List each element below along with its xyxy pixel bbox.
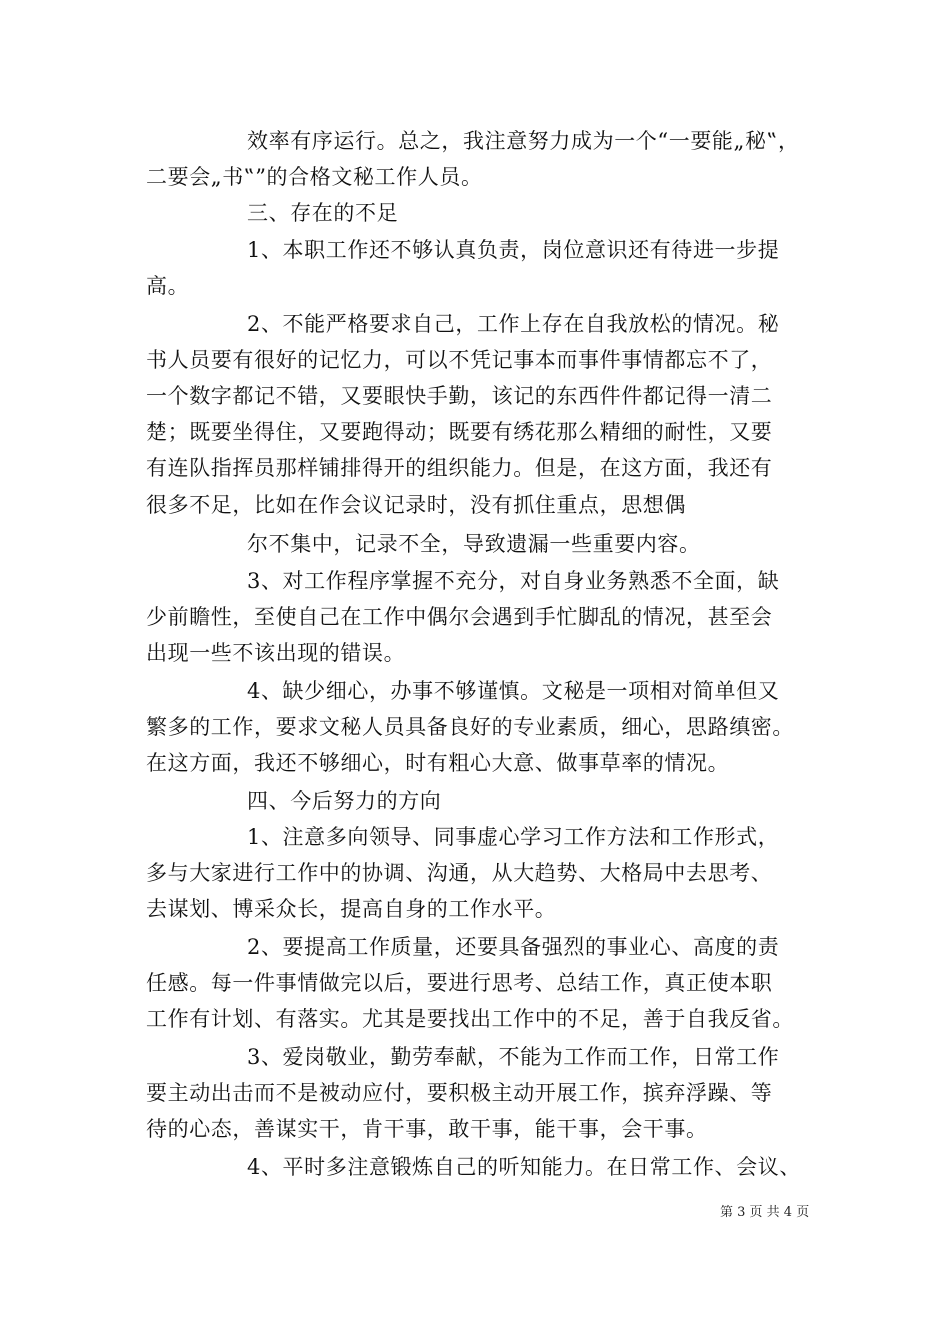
text-line: 楚；既要坐得住，又要跑得动；既要有绣花那么精细的耐性，又要 xyxy=(146,420,773,444)
page-number-footer: 第 3 页 共 4 页 xyxy=(720,1205,810,1220)
text-line: 有连队指挥员那样铺排得开的组织能力。但是，在这方面，我还有 xyxy=(146,456,773,480)
text-line: 少前瞻性，至使自己在工作中偶尔会遇到手忙脚乱的情况，甚至会 xyxy=(146,605,773,629)
text-line: 尔不集中，记录不全，导致遗漏一些重要内容。 xyxy=(247,532,701,556)
text-line: 2、要提高工作质量，还要具备强烈的事业心、高度的责 xyxy=(247,935,780,959)
text-line: 任感。每一件事情做完以后，要进行思考、总结工作，真正使本职 xyxy=(146,971,773,995)
text-line: 要主动出击而不是被动应付，要积极主动开展工作，摈弃浮躁、等 xyxy=(146,1081,773,1105)
text-line: 1、注意多向领导、同事虚心学习工作方法和工作形式， xyxy=(247,825,780,849)
text-line: 多与大家进行工作中的协调、沟通，从大趋势、大格局中去思考、 xyxy=(146,861,773,885)
text-line: 2、不能严格要求自己，工作上存在自我放松的情况。秘 xyxy=(247,312,780,336)
text-line: 3、爱岗敬业，勤劳奉献，不能为工作而工作，日常工作 xyxy=(247,1045,780,1069)
section-heading: 四、今后努力的方向 xyxy=(247,789,442,813)
text-line: 1、本职工作还不够认真负责，岗位意识还有待进一步提 xyxy=(247,238,780,262)
text-line: 书人员要有很好的记忆力，可以不凭记事本而事件事情都忘不了， xyxy=(146,348,773,372)
text-line: 去谋划、博采众长，提高自身的工作水平。 xyxy=(146,897,557,921)
text-line: 效率有序运行。总之，我注意努力成为一个“一要能„秘‟， xyxy=(247,129,800,153)
text-line: 3、对工作程序掌握不充分，对自身业务熟悉不全面，缺 xyxy=(247,569,780,593)
text-line: 高。 xyxy=(146,274,190,298)
text-line: 二要会„书‟”的合格文秘工作人员。 xyxy=(146,165,483,189)
text-line: 一个数字都记不错，又要眼快手勤，该记的东西件件都记得一清二 xyxy=(146,384,773,408)
text-line: 繁多的工作，要求文秘人员具备良好的专业素质，细心，思路缜密。 xyxy=(146,715,794,739)
section-heading: 三、存在的不足 xyxy=(247,201,399,225)
text-line: 出现一些不该出现的错误。 xyxy=(146,641,406,665)
text-line: 4、平时多注意锻炼自己的听知能力。在日常工作、会议、 xyxy=(247,1155,801,1179)
text-line: 待的心态，善谋实干，肯干事，敢干事，能干事，会干事。 xyxy=(146,1117,708,1141)
text-line: 工作有计划、有落实。尤其是要找出工作中的不足，善于自我反省。 xyxy=(146,1007,794,1031)
text-line: 在这方面，我还不够细心，时有粗心大意、做事草率的情况。 xyxy=(146,751,730,775)
text-line: 4、缺少细心，办事不够谨慎。文秘是一项相对简单但又 xyxy=(247,679,780,703)
text-line: 很多不足，比如在作会议记录时，没有抓住重点，思想偶 xyxy=(146,493,686,517)
